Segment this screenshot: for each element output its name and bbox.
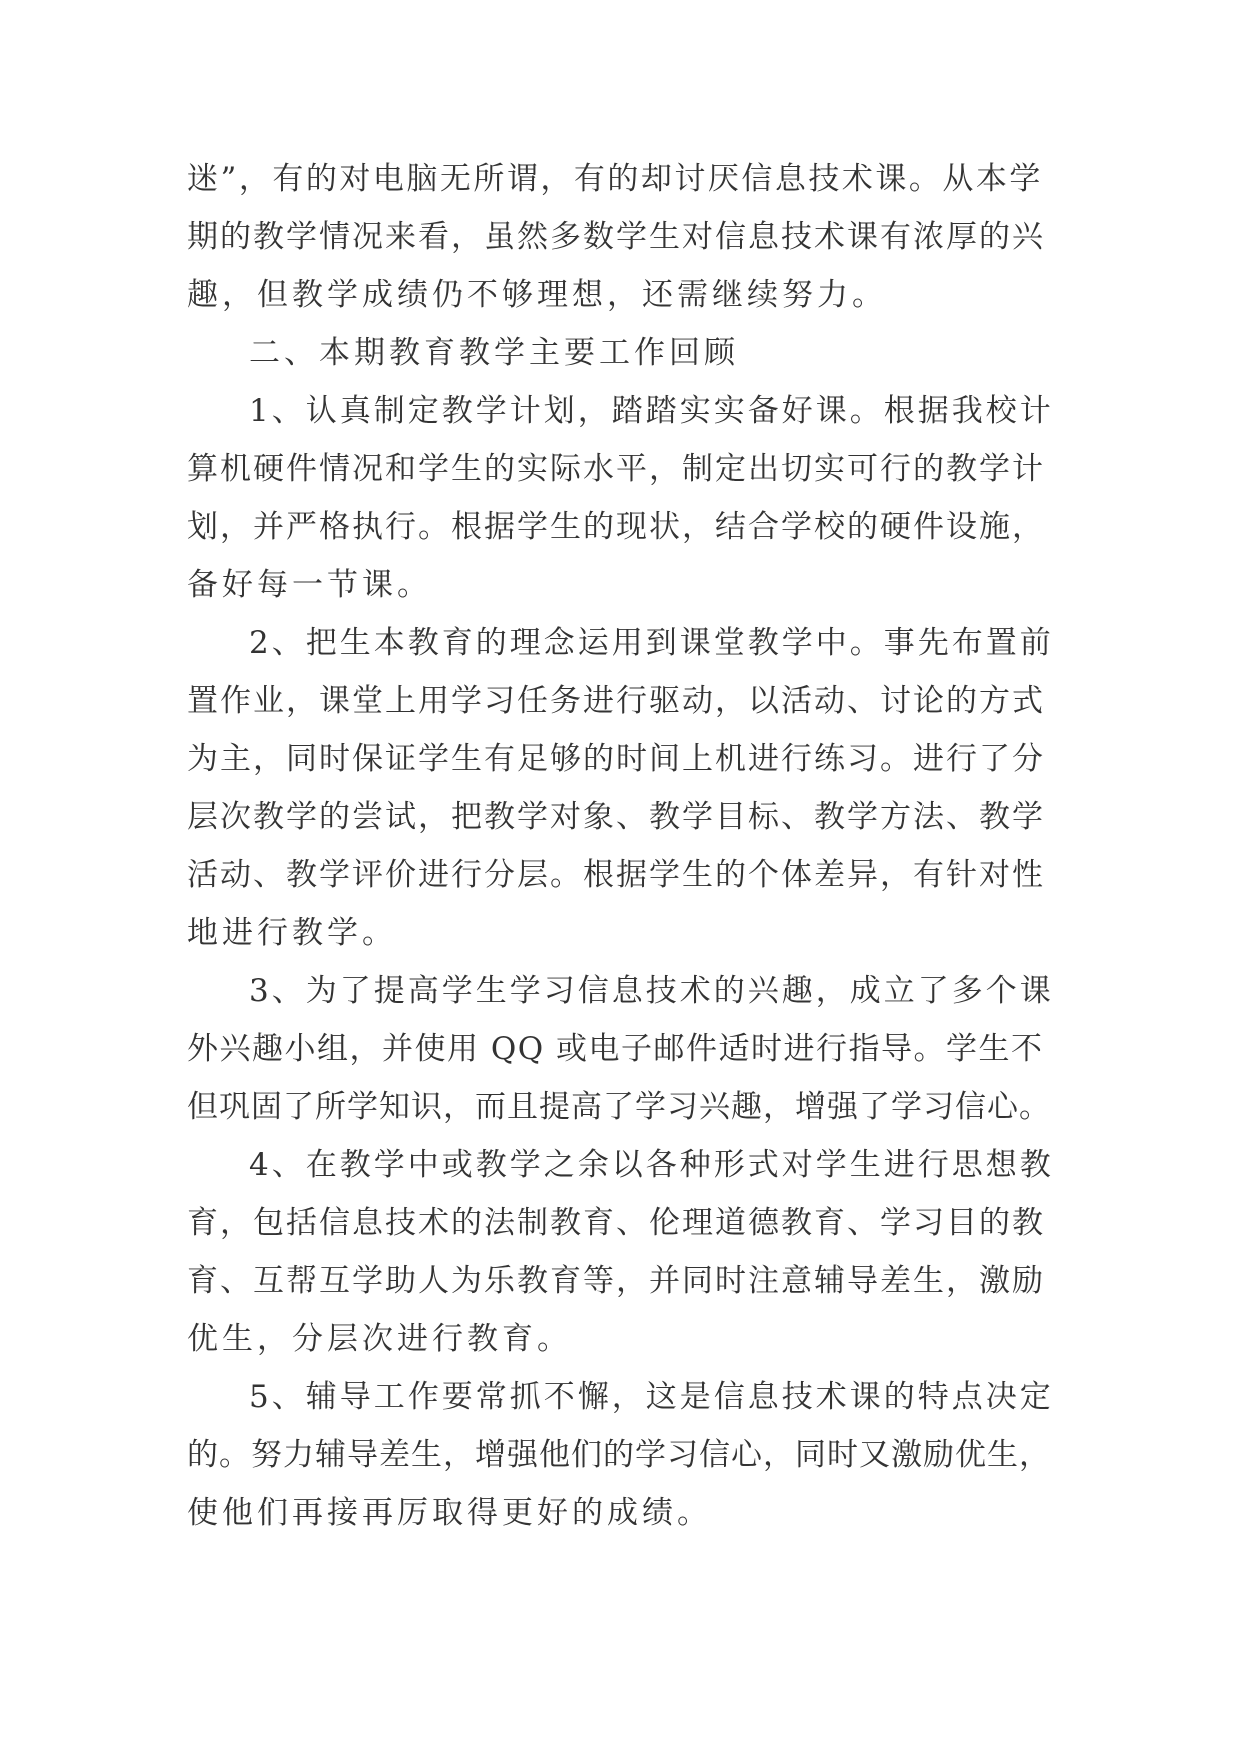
text-line: 使他们再接再厉取得更好的成绩。: [187, 1495, 712, 1531]
text-line: 育，包括信息技术的法制教育、伦理道德教育、学习目的教: [187, 1205, 1045, 1241]
text-line: 4、在教学中或教学之余以各种形式对学生进行思想教: [249, 1147, 1054, 1183]
text-line: 2、把生本教育的理念运用到课堂教学中。事先布置前: [249, 625, 1054, 661]
text-line: 地进行教学。: [187, 915, 397, 951]
text-line: 育、互帮互学助人为乐教育等，并同时注意辅导差生，激励: [187, 1263, 1045, 1299]
text-line: 5、辅导工作要常抓不懈，这是信息技术课的特点决定: [249, 1379, 1054, 1415]
text-line: 优生，分层次进行教育。: [187, 1321, 572, 1357]
text-line: 为主，同时保证学生有足够的时间上机进行练习。进行了分: [187, 741, 1045, 777]
text-line: 外兴趣小组，并使用 QQ 或电子邮件适时进行指导。学生不: [187, 1031, 1044, 1067]
text-line: 置作业，课堂上用学习任务进行驱动，以活动、讨论的方式: [187, 683, 1045, 719]
text-line: 算机硬件情况和学生的实际水平，制定出切实可行的教学计: [187, 451, 1045, 487]
text-line: 但巩固了所学知识，而且提高了学习兴趣，增强了学习信心。: [187, 1089, 1051, 1125]
document-body: [187, 150, 1055, 1542]
text-line: 二、本期教育教学主要工作回顾: [249, 335, 739, 371]
text-line: 3、为了提高学生学习信息技术的兴趣，成立了多个课: [249, 973, 1054, 1009]
text-line: 层次教学的尝试，把教学对象、教学目标、教学方法、教学: [187, 799, 1045, 835]
text-line: 划，并严格执行。根据学生的现状，结合学校的硬件设施，: [187, 509, 1045, 545]
text-line: 迷”，有的对电脑无所谓，有的却讨厌信息技术课。从本学: [187, 161, 1043, 197]
text-line: 1、认真制定教学计划，踏踏实实备好课。根据我校计: [249, 393, 1054, 429]
text-line: 活动、教学评价进行分层。根据学生的个体差异，有针对性: [187, 857, 1045, 893]
text-line: 期的教学情况来看，虽然多数学生对信息技术课有浓厚的兴: [187, 219, 1045, 255]
text-line: 的。努力辅导差生，增强他们的学习信心，同时又激励优生，: [187, 1437, 1051, 1473]
text-line: 备好每一节课。: [187, 567, 432, 603]
text-line: 趣，但教学成绩仍不够理想，还需继续努力。: [187, 277, 887, 313]
